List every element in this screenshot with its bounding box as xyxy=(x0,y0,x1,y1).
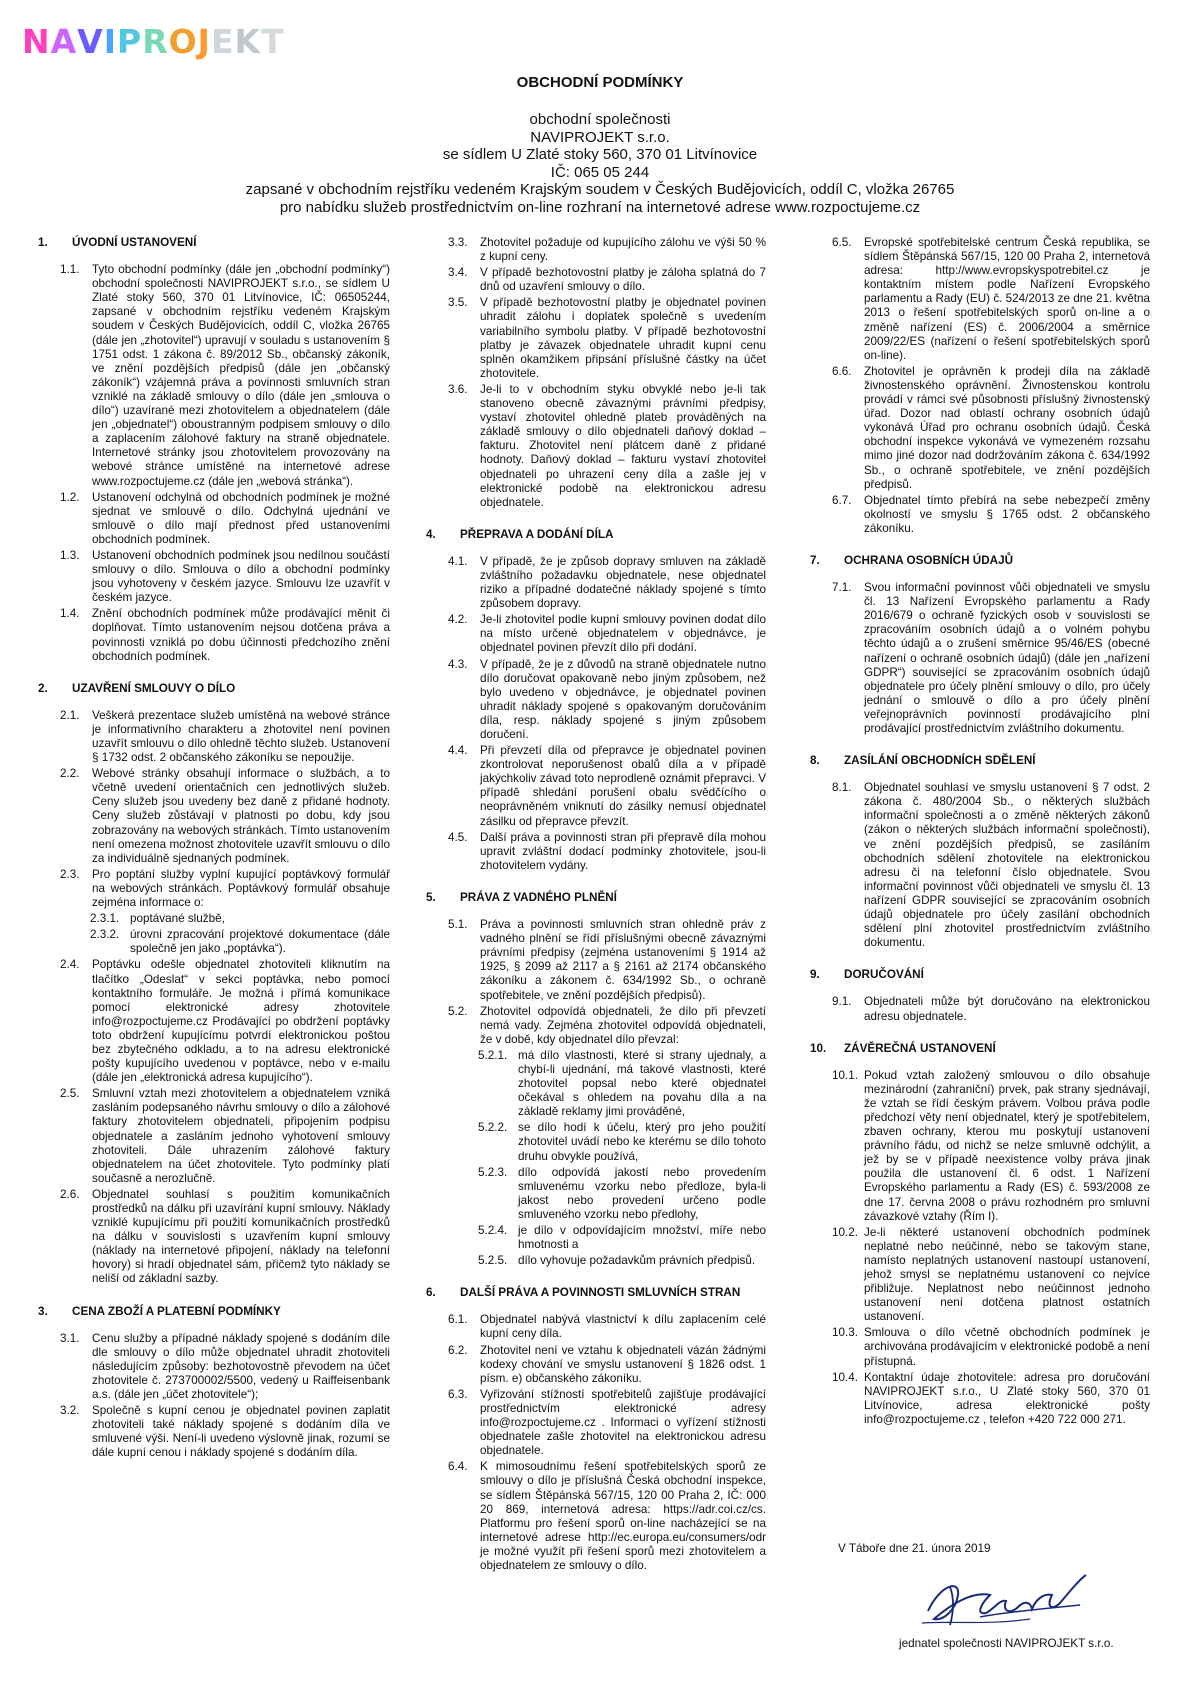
logo-letter: T xyxy=(261,22,285,61)
section-heading xyxy=(426,528,766,542)
clause-text: Tyto obchodní podmínky (dále jen „obchodní podmínky“) obchodní společnosti NAVIPROJEKT s.r.o., se sídlem U Zlaté stoky 560, 370 01 Litvínovice, IČ: 06505244, zapsané v obchodním rejstříku vedeném Krajským soudem v Českých Budějovicích, oddíl C, vložka 26765 (dále jen „zhotovitel“) upravují v souladu s ustanovením § 1751 odst. 1 zákona č. 89/2012 Sb., občanský zákoník, ve znění pozdějších předpisů (dále jen „občanský zákoník“) vzájemná práva a povinnosti smluvních stran vzniklé na základě smlouvy o dílo (dále jen „smlouva o dílo“) uzavírané mezi zhotovitelem a objednatelem (dále jen „objednatel“) oboustranným podpisem smlouvy o dílo a zaplacením zálohové faktury na straně objednatele. Internetové stránky jsou zhotovitelem provozovány na webové stránce umístěné na internetové adrese www.rozpoctujeme.cz (dále jen „webová stránka“). xyxy=(92,263,390,488)
clause-number: 2.3. xyxy=(60,867,80,881)
clause-number: 2.3.2. xyxy=(90,928,120,942)
clause-text: Pro poptání služby vyplní kupující poptávkový formulář na webových stránkách. Poptávkový formulář obsahuje zejména informace o: xyxy=(92,867,390,910)
section-number: 3. xyxy=(38,1304,48,1318)
clause-number: 10.1. xyxy=(832,1068,858,1082)
logo-letter: V xyxy=(77,22,104,61)
section-number: 4. xyxy=(426,527,436,541)
clause-number: 3.5. xyxy=(448,296,468,310)
clause xyxy=(38,868,390,910)
clause-text: Zhotovitel je oprávněn k prodeji díla na základě živnostenského oprávnění. Živnostenskou kontrolu provádí v rámci své působnosti příslušný živnostenský úřad. Dozor nad oblastí ochrany osobních údajů vykonává Úřad pro ochranu osobních údajů. Česká obchodní inspekce vykonává ve vymezeném rozsahu mimo jiné dozor nad dodržováním zákona č. 634/1992 Sb., o ochraně spotřebitele, ve znění pozdějších předpisů. xyxy=(864,364,1150,491)
clause-number: 2.1. xyxy=(60,708,80,722)
clause-text: poptávané službě, xyxy=(130,912,225,926)
clause-text: Objednatel souhlasí ve smyslu ustanovení § 7 odst. 2 zákona č. 480/2004 Sb., o některých službách informační společnosti a o změně některých zákonů (zákon o některých službách informační společnosti), ve znění pozdějších předpisů, se zasíláním obchodních sdělení zhotovitele na elektronickou adresu či na telefonní číslo objednatele. Svou informační povinnost vůči objednateli ve smyslu čl. 13 nařízení GDPR související se zpracováním osobních údajů objednatele pro účely zasílání obchodních sdělení plní zhotovitel prostřednictvím zvláštního dokumentu. xyxy=(864,781,1150,950)
clause-text: Zhotovitel odpovídá objednateli, že dílo při převzetí nemá vady. Zejména zhotovitel odpovídá objednateli, že v době, kdy objednatel dílo převzal: xyxy=(480,1004,766,1046)
clause-number: 4.4. xyxy=(448,744,468,758)
handwritten-signature xyxy=(920,1565,1090,1640)
clause-text: Cenu služby a případné náklady spojené s dodáním díle dle smlouvy o dílo může objednatel uhradit zhotoviteli následujícím způsoby: bezhotovostně převodem na účet zhotovitele č. 273700002/5500, vedený u Raiffeisenbank a.s. (dále jen „účet zhotovitele“); xyxy=(92,1331,390,1402)
clause-number: 6.7. xyxy=(832,493,852,507)
clause-text: Společně s kupní cenou je objednatel povinen zaplatit zhotoviteli také náklady spojené s dodáním díla ve smluvené výši. Není-li uvedeno výslovně jinak, rozumí se dále kupní cenou i náklady spojené s dodáním díla. xyxy=(92,1404,390,1460)
clause xyxy=(810,995,1150,1023)
signer-title: jednatel společnosti NAVIPROJEKT s.r.o. xyxy=(899,1637,1114,1650)
clause-number: 1.2. xyxy=(60,490,80,504)
clause-text: Zhotovitel není ve vztahu k objednateli vázán žádnými kodexy chování ve smyslu ustanovení § 1826 odst. 1 písm. e) občanského zákoníku. xyxy=(480,1343,766,1385)
clause-text: Veškerá prezentace služeb umístěná na webové stránce je informativního charakteru a zhotovitel není povinen uzavřít smlouvu o dílo ohledně těchto služeb. Ustanovení § 1732 odst. 2 občanského zákoníku se nepoužije. xyxy=(92,708,390,765)
sub-clause xyxy=(426,1254,766,1268)
clause xyxy=(426,1344,766,1386)
sub-clause xyxy=(426,1121,766,1163)
logo-letter: J xyxy=(197,22,211,61)
clause xyxy=(810,1226,1150,1325)
clause-text: Evropské spotřebitelské centrum Česká republika, se sídlem Štěpánská 567/15, 120 00 Praha 2, internetová adresa: http://www.evropskyspotrebitel.cz je kontaktním místem podle Nařízení Evropského parlamentu a Rady (EU) č. 524/2013 ze dne 21. května 2013 o řešení spotřebitelských sporů on-line a o změně nařízení (ES) č. 2006/2004 a směrnice 2009/22/ES (nařízení o řešení spotřebitelských sporů on-line). xyxy=(864,236,1150,362)
clause-text: V případě bezhotovostní platby je záloha splatná do 7 dnů od uzavření smlouvy o dílo. xyxy=(480,266,766,294)
clause-number: 1.4. xyxy=(60,607,80,621)
text-column-right xyxy=(810,236,1150,1429)
clause xyxy=(426,1460,766,1573)
clause-text: Objednatel nabývá vlastnictví k dílu zaplacením celé kupní ceny díla. xyxy=(480,1313,766,1341)
clause-text: Vyřizování stížností spotřebitelů zajišťuje prodávající prostřednictvím elektronické adresy info@rozpoctujeme.cz . Informaci o vyřízení stížnosti objednatele zašle zhotovitel na elektronickou adresu objednatele. xyxy=(480,1387,766,1458)
header-line: se sídlem U Zlaté stoky 560, 370 01 Litvínovice xyxy=(442,146,758,163)
clause-text: dílo odpovídá jakostí nebo provedením smluvenému vzorku nebo předloze, byla-li jakost nebo provedení určeno podle smluveného vzorku nebo předlohy, xyxy=(518,1165,766,1221)
clause-number: 5.2. xyxy=(448,1004,468,1018)
clause-number: 4.5. xyxy=(448,830,468,844)
section-number: 9. xyxy=(810,968,820,982)
clause-text: se dílo hodí k účelu, který pro jeho použití zhotovitel uvádí nebo ke kterému se dílo tohoto druhu obvykle používá, xyxy=(518,1121,766,1163)
section-title: PRÁVA Z VADNÉHO PLNĚNÍ xyxy=(460,890,617,904)
text-column-left xyxy=(38,236,390,1463)
clause-number: 2.5. xyxy=(60,1087,80,1101)
section-title: DALŠÍ PRÁVA A POVINNOSTI SMLUVNÍCH STRAN xyxy=(460,1286,741,1300)
header-line: zapsané v obchodním rejstříku vedeném Krajským soudem v Českých Budějovicích, oddíl C, vložka 26765 xyxy=(245,181,955,198)
clause-number: 5.2.5. xyxy=(478,1254,508,1268)
clause xyxy=(38,709,390,765)
clause-number: 5.2.1. xyxy=(478,1048,508,1062)
section-heading xyxy=(38,236,390,250)
header-line: IČ: 065 05 244 xyxy=(550,163,650,181)
clause-number: 6.6. xyxy=(832,364,852,378)
section-heading xyxy=(38,682,390,696)
clause xyxy=(38,607,390,663)
clause-text: Je-li některé ustanovení obchodních podmínek neplatné nebo neúčinné, nebo se takovým stane, namísto neplatných ustanovení nastoupí ustanovení, jehož smysl se neplatnému ustanovení co nejvíce přibližuje. Neplatnost nebo neúčinnost jednoho ustanovení není dotčena platnost ostatních ustanovení. xyxy=(864,1225,1150,1324)
section-title: PŘEPRAVA A DODÁNÍ DÍLA xyxy=(460,527,614,541)
clause xyxy=(810,494,1150,536)
clause xyxy=(810,781,1150,950)
clause-number: 2.4. xyxy=(60,958,80,972)
clause-number: 5.2.2. xyxy=(478,1121,508,1135)
clause-number: 6.5. xyxy=(832,236,852,249)
section-title: ÚVODNÍ USTANOVENÍ xyxy=(72,236,197,249)
clause xyxy=(426,1005,766,1047)
clause xyxy=(426,383,766,510)
clause xyxy=(810,581,1150,736)
clause-text: úrovni zpracování projektové dokumentace (dále společně jen jako „poptávka“). xyxy=(130,928,390,956)
clause-number: 3.2. xyxy=(60,1404,80,1418)
clause-text: Je-li zhotovitel podle kupní smlouvy povinen dodat dílo na místo určené objednatelem v objednávce, je objednatel povinen převzít dílo při dodání. xyxy=(480,613,766,655)
clause-text: Pokud vztah založený smlouvou o dílo obsahuje mezinárodní (zahraniční) prvek, pak strany sjednávají, že vztah se řídí českým právem. Volbou práva podle předchozí věty není objednatel, který je spotřebitelem, zbaven ochrany, kterou mu poskytují ustanovení právního řádu, od nichž se nelze smluvně odchýlit, a jež by se v případě neexistence volby práva jinak použila dle ustanovení čl. 6 odst. 1 Nařízení Evropského parlamentu a Rady (ES) č. 593/2008 ze dne 17. června 2008 o právu rozhodném pro smluvní závazkové vztahy (Řím I). xyxy=(864,1068,1150,1223)
clause-text: dílo vyhovuje požadavkům právních předpisů. xyxy=(518,1254,756,1268)
clause xyxy=(426,1388,766,1458)
logo-letter: A xyxy=(50,22,78,61)
sub-clause xyxy=(426,1166,766,1222)
clause-text: V případě bezhotovostní platby je objednatel povinen uhradit zálohu i doplatek společně s uvedením variabilního symbolu platby. V případě bezhotovostní platby je závazek objednatele uhradit kupní cenu splněn okamžikem připsání příslušné částky na účet zhotovitele. xyxy=(480,296,766,380)
clause-number: 4.2. xyxy=(448,613,468,627)
section-heading xyxy=(810,754,1150,768)
logo-letter: R xyxy=(142,22,169,61)
clause xyxy=(810,1069,1150,1224)
clause-number: 10.2. xyxy=(832,1225,858,1239)
clause-number: 2.2. xyxy=(60,767,80,781)
section-title: DORUČOVÁNÍ xyxy=(844,968,924,982)
clause xyxy=(426,266,766,294)
logo-letter: O xyxy=(168,22,198,61)
clause-number: 6.3. xyxy=(448,1387,468,1401)
clause xyxy=(38,958,390,1085)
clause-text: Svou informační povinnost vůči objednateli ve smyslu čl. 13 Nařízení Evropského parlamentu a Rady 2016/679 o ochraně fyzických osob v souvislosti se zpracováním osobních údajů a o volném pohybu těchto údajů a o zrušení směrnice 95/46/ES (obecné nařízení o ochraně osobních údajů) (dále jen „nařízení GDPR“) související se zpracováním osobních údajů objednatele pro účely plnění smlouvy o dílo, pro účely jednání o smlouvě o dílo a pro účely plnění veřejnoprávních povinností prodávajícího plní prodávající prostřednictvím zvláštního dokumentu. xyxy=(864,581,1150,735)
clause xyxy=(38,1087,390,1186)
section-number: 5. xyxy=(426,890,436,904)
clause-text: V případě, že je způsob dopravy smluven na základě zvláštního požadavku objednatele, nese objednatel riziko a případné dodatečné náklady spojené s tímto způsobem dopravy. xyxy=(480,554,766,611)
section-title: ZASÍLÁNÍ OBCHODNÍCH SDĚLENÍ xyxy=(844,754,1036,768)
section-heading xyxy=(426,891,766,905)
clause-number: 1.3. xyxy=(60,548,80,562)
clause-number: 3.1. xyxy=(60,1331,80,1345)
clause-number: 8.1. xyxy=(832,781,852,795)
section-number: 10. xyxy=(810,1041,827,1055)
sub-clause xyxy=(38,912,390,926)
clause xyxy=(426,296,766,381)
clause xyxy=(426,236,766,264)
section-title: OCHRANA OSOBNÍCH ÚDAJŮ xyxy=(844,553,1014,567)
clause xyxy=(38,1188,390,1287)
clause-number: 6.1. xyxy=(448,1313,468,1327)
clause xyxy=(810,365,1150,492)
clause-text: Webové stránky obsahují informace o službách, a to včetně uvedení orientačních cen jednotlivých služeb. Ceny služeb jsou uvedeny bez daně z přidané hodnoty. Ceny služeb zůstávají v platnosti po dobu, kdy jsou zobrazovány na webových stránkách. Tímto ustanovením není omezena možnost zhotovitele uzavřít smlouvu o dílo za individuálně sjednaných podmínek. xyxy=(92,767,390,865)
clause xyxy=(38,491,390,547)
section-number: 8. xyxy=(810,754,820,768)
clause-text: V případě, že je z důvodů na straně objednatele nutno dílo doručovat opakovaně nebo jiným způsobem, než bylo uvedeno v objednávce, je objednatel povinen uhradit náklady spojené s opakovaným doručováním díla, resp. náklady spojené s jiným způsobem doručení. xyxy=(480,657,766,741)
clause-number: 5.2.3. xyxy=(478,1165,508,1179)
clause-text: Další práva a povinnosti stran při přepravě díla mohou upravit zvláštní dodací podmínky zhotovitele, jsou-li zhotovitelem vydány. xyxy=(480,830,766,872)
clause-number: 5.1. xyxy=(448,918,468,932)
clause-text: Smlouva o dílo včetně obchodních podmínek je archivována prodávajícím v elektronické podobě a není přístupná. xyxy=(864,1326,1150,1368)
clause-number: 2.3.1. xyxy=(90,912,120,926)
signature-date: V Táboře dne 21. února 2019 xyxy=(838,1542,991,1555)
sub-clause xyxy=(38,928,390,956)
clause-text: Poptávku odešle objednatel zhotoviteli kliknutím na tlačítko „Odeslat“ v sekci poptávka, nebo pomocí kontaktního formuláře. Je možná i přímá komunikace pomocí elektronické adresy zhotovitele info@rozpoctujeme.cz Prodávající po obdržení poptávky toto obdržení kupujícímu potvrdí elektronickou poštou bez zbytečného odkladu, a to na adresu elektronické pošty kupujícího uvedenou v poptávce, nebo v e-mailu (dále jen „elektronická adresa kupujícího“). xyxy=(92,958,390,1085)
document-title: OBCHODNÍ PODMÍNKY xyxy=(516,74,684,91)
clause-number: 6.4. xyxy=(448,1460,468,1474)
clause-text: Práva a povinnosti smluvních stran ohledně práv z vadného plnění se řídí příslušnými obecně závaznými právními předpisy (zejména ustanoveními § 1914 až 1925, § 2099 až 2117 a § 2161 až 2174 občanského zákoníku a zákonem č. 634/1992 Sb., o ochraně spotřebitele, ve znění pozdějších předpisů). xyxy=(480,918,766,1002)
clause-text: Znění obchodních podmínek může prodávající měnit či doplňovat. Tímto ustanovením nejsou dotčena práva a povinnosti vzniklá po dobu účinnosti předchozího znění obchodních podmínek. xyxy=(92,607,390,663)
document-header xyxy=(0,74,1200,216)
section-number: 2. xyxy=(38,681,48,695)
clause-text: Objednateli může být doručováno na elektronickou adresu objednatele. xyxy=(864,995,1150,1023)
section-heading xyxy=(810,1042,1150,1056)
header-line: pro nabídku služeb prostřednictvím on-line rozhraní na internetové adrese www.rozpoctujeme.cz xyxy=(279,198,921,216)
section-number: 1. xyxy=(38,236,48,249)
clause xyxy=(38,767,390,866)
clause-number: 3.3. xyxy=(448,236,468,249)
clause-number: 5.2.4. xyxy=(478,1224,508,1237)
clause-text: Objednatel souhlasí s použitím komunikačních prostředků na dálku při uzavírání kupní smlouvy. Náklady vzniklé kupujícímu při použití komunikačních prostředků na dálku v souvislosti s uzavřením kupní smlouvy (náklady na internetové připojení, náklady na telefonní hovory) si hradí objednatel sám, přičemž tyto náklady se neliší od základní sazby. xyxy=(92,1187,390,1286)
clause xyxy=(38,263,390,489)
clause-number: 10.3. xyxy=(832,1326,858,1340)
section-number: 7. xyxy=(810,553,820,567)
clause-number: 10.4. xyxy=(832,1370,858,1384)
clause-text: Kontaktní údaje zhotovitele: adresa pro doručování NAVIPROJEKT s.r.o., U Zlaté stoky 560, 370 01 Litvínovice, adresa elektronické pošty info@rozpoctujeme.cz , telefon +420 722 000 271. xyxy=(864,1370,1150,1426)
clause-text: Smluvní vztah mezi zhotovitelem a objednatelem vzniká zasláním podepsaného návrhu smlouvy o dílo a zálohové faktury zhotovitelem objednateli, připojením podpisu objednatele a zasláním jednoho vyhotovení smlouvy zhotoviteli. Dále uhrazením zálohové faktury objednatelem na účet zhotovitele. Tyto podmínky platí současně a nerozlučně. xyxy=(92,1087,390,1185)
logo-letter: E xyxy=(210,22,235,61)
section-number: 6. xyxy=(426,1286,436,1300)
clause-text: je dílo v odpovídajícím množství, míře nebo hmotnosti a xyxy=(518,1224,766,1252)
sub-clause xyxy=(426,1224,766,1252)
clause-number: 9.1. xyxy=(832,995,852,1009)
clause-text: Při převzetí díla od přepravce je objednatel povinen zkontrolovat neporušenost obalů díla a v případě jakýchkoliv závad toto neprodleně oznámit přepravci. V případě shledání porušení obalu svědčícího o neoprávněném vniknutí do zásilky nemusí objednatel zásilku od přepravce převzít. xyxy=(480,744,766,828)
clause xyxy=(810,1371,1150,1427)
section-heading xyxy=(38,1305,390,1319)
clause xyxy=(810,236,1150,363)
sub-clause xyxy=(426,1049,766,1119)
logo-letter: I xyxy=(103,22,117,61)
clause xyxy=(426,918,766,1003)
clause-number: 3.6. xyxy=(448,382,468,396)
section-title: CENA ZBOŽÍ A PLATEBNÍ PODMÍNKY xyxy=(72,1304,281,1318)
clause-text: Je-li to v obchodním styku obvyklé nebo je-li tak stanoveno obecně závaznými právními předpisy, vystaví zhotovitel ohledně plateb prováděných na základě smlouvy o dílo objednateli daňový doklad – fakturu. Zhotovitel není plátcem daně z přidané hodnoty. Daňový doklad – fakturu vystaví zhotovitel objednateli po uhrazení ceny díla a zašle jej v elektronické podobě na elektronickou adresu objednatele. xyxy=(480,382,766,509)
logo-letter: N xyxy=(22,22,51,61)
section-heading xyxy=(810,968,1150,982)
clause xyxy=(810,1326,1150,1368)
clause xyxy=(426,744,766,829)
section-heading xyxy=(810,554,1150,568)
clause-number: 4.3. xyxy=(448,657,468,671)
clause xyxy=(38,549,390,605)
clause-text: Zhotovitel požaduje od kupujícího zálohu ve výši 50 % z kupní ceny. xyxy=(480,236,766,264)
clause-text: Ustanovení obchodních podmínek jsou nedílnou součástí smlouvy o dílo. Smlouva o dílo a obchodní podmínky jsou vyhotoveny v českém jazyce. Smlouvu lze uzavřít v českém jazyce. xyxy=(92,548,390,605)
clause-number: 7.1. xyxy=(832,581,852,595)
text-column-middle xyxy=(426,236,766,1575)
naviprojekt-logo xyxy=(22,22,285,62)
clause-text: Objednatel tímto přebírá na sebe nebezpečí změny okolností ve smyslu § 1765 odst. 2 občanského zákoníku. xyxy=(864,493,1150,535)
header-line: NAVIPROJEKT s.r.o. xyxy=(530,128,670,146)
logo-letter: P xyxy=(117,22,143,61)
clause xyxy=(38,1332,390,1402)
clause-text: K mimosoudnímu řešení spotřebitelských sporů ze smlouvy o dílo je příslušná Česká obchodní inspekce, se sídlem Štěpánská 567/15, 120 00 Praha 2, IČ: 000 20 869, internetová adresa: https://adr.coi.cz/cs. Platformu pro řešení sporů on-line nacházející se na internetové adrese http://ec.europa.eu/consumers/odr je možné využít při řešení sporů mezi zhotovitelem a objednatelem ze smlouvy o dílo. xyxy=(480,1460,766,1572)
section-heading xyxy=(426,1286,766,1300)
clause-text: má dílo vlastnosti, které si strany ujednaly, a chybí-li ujednání, má takové vlastnosti, které zhotovitel popsal nebo které objednatel očekával s ohledem na povahu díla a na základě reklamy jimi prováděné, xyxy=(518,1048,766,1119)
clause xyxy=(426,613,766,655)
clause-number: 3.4. xyxy=(448,266,468,280)
clause xyxy=(38,1404,390,1460)
clause xyxy=(426,555,766,611)
clause-text: Ustanovení odchylná od obchodních podmínek je možné sjednat ve smlouvě o dílo. Odchylná ujednání ve smlouvě o dílo mají přednost před ustanoveními obchodních podmínek. xyxy=(92,490,390,546)
header-line: obchodní společnosti xyxy=(529,111,671,128)
clause xyxy=(426,831,766,873)
section-title: ZÁVĚREČNÁ USTANOVENÍ xyxy=(844,1041,996,1055)
logo-letter: K xyxy=(234,22,262,61)
clause-number: 6.2. xyxy=(448,1343,468,1357)
clause xyxy=(426,1313,766,1341)
clause-number: 2.6. xyxy=(60,1187,80,1201)
section-title: UZAVŘENÍ SMLOUVY O DÍLO xyxy=(72,681,236,695)
clause-number: 4.1. xyxy=(448,554,468,568)
clause xyxy=(426,658,766,743)
clause-number: 1.1. xyxy=(60,263,80,277)
